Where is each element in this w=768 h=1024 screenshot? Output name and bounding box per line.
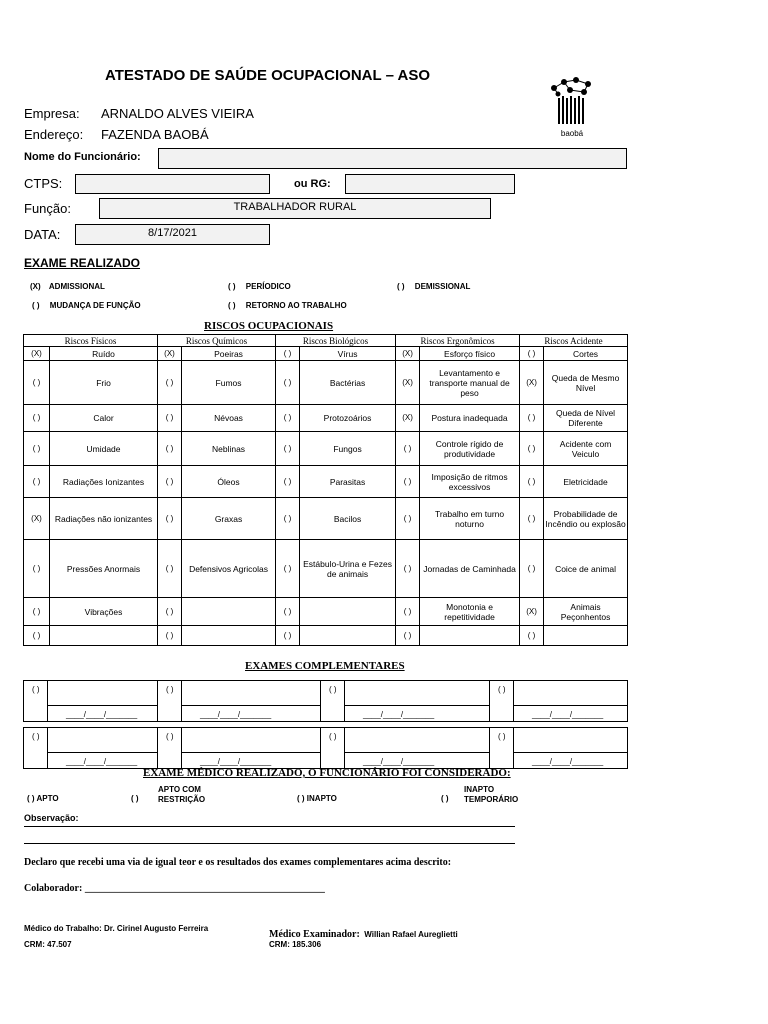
exame-heading: EXAME REALIZADO: [24, 256, 141, 270]
checkbox-mark: ( ): [228, 301, 236, 310]
option-label: INAPTO: [306, 794, 337, 803]
risk-label: Vírus: [300, 347, 396, 361]
risk-label: [50, 626, 158, 646]
exam-checkbox[interactable]: ( ): [24, 681, 48, 722]
risk-label: Probabilidade de Incêndio ou explosão: [544, 498, 628, 540]
risk-label: Postura inadequada: [420, 405, 520, 432]
risk-checkbox[interactable]: (X): [158, 347, 182, 361]
risk-label: [182, 598, 276, 626]
resultado-option-inapto[interactable]: [297, 794, 337, 803]
risk-row: [24, 466, 628, 498]
data-label: DATA:: [24, 227, 61, 242]
baoba-logo: [544, 76, 600, 136]
exam-checkbox[interactable]: ( ): [24, 728, 48, 769]
complementares-row: [24, 681, 628, 722]
exame-option-retorno[interactable]: [228, 301, 347, 310]
risk-checkbox[interactable]: ( ): [520, 432, 544, 466]
riscos-header-row: [24, 335, 628, 347]
rg-label: ou RG:: [294, 178, 331, 190]
resultado-heading: EXAME MÉDICO REALIZADO, O FUNCIONÁRIO FOI CONSIDERADO:: [143, 767, 511, 779]
risk-label: [544, 626, 628, 646]
column-header: Riscos Ergonômicos: [396, 335, 520, 347]
option-label: APTO: [36, 794, 59, 803]
logo-text: baobá: [560, 129, 584, 138]
exame-option-periodico[interactable]: [228, 282, 291, 291]
risk-checkbox[interactable]: ( ): [520, 540, 544, 598]
risk-row: [24, 361, 628, 405]
exam-cell[interactable]: [48, 681, 158, 722]
ctps-field[interactable]: [75, 174, 270, 194]
checkbox-mark: ( ): [228, 282, 236, 291]
cell-divider: [48, 705, 157, 706]
risk-label: Poeiras: [182, 347, 276, 361]
risk-checkbox[interactable]: ( ): [158, 498, 182, 540]
risk-checkbox[interactable]: ( ): [276, 432, 300, 466]
risk-checkbox[interactable]: ( ): [396, 626, 420, 646]
risk-checkbox[interactable]: ( ): [276, 540, 300, 598]
exam-checkbox[interactable]: ( ): [321, 681, 345, 722]
medico-examinador-crm: CRM: 185.306: [269, 940, 322, 949]
risk-label: Coice de animal: [544, 540, 628, 598]
risk-label: Animais Peçonhentos: [544, 598, 628, 626]
risk-label: Queda de Nível Diferente: [544, 405, 628, 432]
exame-option-demissional[interactable]: [397, 282, 470, 291]
resultado-option-apto[interactable]: [27, 794, 59, 803]
risk-checkbox[interactable]: ( ): [24, 361, 50, 405]
exam-checkbox[interactable]: ( ): [490, 681, 514, 722]
cell-divider: [182, 752, 320, 753]
risk-checkbox[interactable]: ( ): [276, 466, 300, 498]
risk-checkbox[interactable]: ( ): [158, 405, 182, 432]
exam-cell[interactable]: [182, 681, 321, 722]
exam-date-blank: ____/____/_______: [200, 710, 272, 719]
risk-checkbox[interactable]: ( ): [520, 347, 544, 361]
exam-date-blank: ____/____/_______: [363, 757, 435, 766]
risk-label: Radiações não ionizantes: [50, 498, 158, 540]
risk-label: Frio: [50, 361, 158, 405]
risk-checkbox[interactable]: (X): [520, 598, 544, 626]
complementares-table-2: [23, 727, 628, 769]
option-label: ADMISSIONAL: [48, 282, 105, 291]
risk-row: [24, 626, 628, 646]
risk-label: [300, 626, 396, 646]
risk-label: Parasitas: [300, 466, 396, 498]
exam-date-blank: ____/____/_______: [363, 710, 435, 719]
riscos-table: [23, 334, 628, 646]
risk-label: Pressões Anormais: [50, 540, 158, 598]
observacao-line[interactable]: [24, 826, 515, 827]
risk-label: Acidente com Veiculo: [544, 432, 628, 466]
empresa-value: ARNALDO ALVES VIEIRA: [101, 106, 254, 121]
medico-trabalho-crm: CRM: 47.507: [24, 940, 72, 949]
risk-checkbox[interactable]: ( ): [158, 540, 182, 598]
risk-row: [24, 432, 628, 466]
funcao-label: Função:: [24, 201, 71, 216]
cell-divider: [345, 752, 489, 753]
risk-label: Queda de Mesmo Nível: [544, 361, 628, 405]
risk-label: [300, 598, 396, 626]
nome-label: Nome do Funcionário:: [24, 151, 141, 163]
risk-label: Neblinas: [182, 432, 276, 466]
risk-checkbox[interactable]: ( ): [24, 626, 50, 646]
risk-checkbox[interactable]: (X): [24, 498, 50, 540]
option-label-inapto-temporario: INAPTO TEMPORÁRIO: [464, 785, 519, 804]
exam-checkbox[interactable]: ( ): [321, 728, 345, 769]
risk-label: Calor: [50, 405, 158, 432]
colaborador-signature[interactable]: Colaborador: ________________________________________________: [24, 883, 325, 894]
exam-date-blank: ____/____/_______: [66, 710, 138, 719]
exame-option-admissional[interactable]: [30, 282, 105, 291]
risk-label: Umidade: [50, 432, 158, 466]
checkbox-mark: (X): [30, 282, 41, 291]
risk-checkbox[interactable]: ( ): [24, 405, 50, 432]
risk-checkbox[interactable]: ( ): [396, 466, 420, 498]
exam-checkbox[interactable]: ( ): [158, 681, 182, 722]
risk-checkbox[interactable]: (X): [520, 361, 544, 405]
risk-label: [182, 626, 276, 646]
risk-label: Levantamento e transporte manual de peso: [420, 361, 520, 405]
risk-row: [24, 347, 628, 361]
risk-label: Controle rígido de produtividade: [420, 432, 520, 466]
exame-option-mudanca[interactable]: [32, 301, 141, 310]
nome-field[interactable]: [158, 148, 627, 169]
page-title: ATESTADO DE SAÚDE OCUPACIONAL – ASO: [105, 67, 431, 84]
risk-label: Ruído: [50, 347, 158, 361]
checkbox-mark: ( ): [397, 282, 405, 291]
cell-divider: [514, 705, 627, 706]
risk-label: Trabalho em turno noturno: [420, 498, 520, 540]
risk-label: Bactérias: [300, 361, 396, 405]
empresa-label: Empresa:: [24, 106, 80, 121]
cell-divider: [345, 705, 489, 706]
risk-checkbox[interactable]: ( ): [24, 598, 50, 626]
risk-label: Monotonia e repetitividade: [420, 598, 520, 626]
checkbox-mark-inapto-temporario[interactable]: ( ): [441, 794, 449, 803]
risk-checkbox[interactable]: ( ): [520, 498, 544, 540]
exam-cell[interactable]: [345, 728, 490, 769]
risk-checkbox[interactable]: (X): [396, 405, 420, 432]
option-label: MUDANÇA DE FUNÇÃO: [49, 301, 141, 310]
risk-checkbox[interactable]: ( ): [158, 466, 182, 498]
complementares-heading: EXAMES COMPLEMENTARES: [245, 660, 405, 672]
risk-label: Esforço físico: [420, 347, 520, 361]
declaracao-text: Declaro que recebi uma via de igual teor e os resultados dos exames complementares acima descrito:: [24, 857, 452, 868]
risk-checkbox[interactable]: ( ): [520, 466, 544, 498]
risk-checkbox[interactable]: ( ): [396, 598, 420, 626]
ctps-label: CTPS:: [24, 176, 63, 191]
risk-checkbox[interactable]: ( ): [158, 361, 182, 405]
risk-label: Óleos: [182, 466, 276, 498]
risk-checkbox[interactable]: ( ): [24, 432, 50, 466]
observacao-line[interactable]: [24, 843, 515, 844]
exam-date-blank: ____/____/_______: [200, 757, 272, 766]
exam-checkbox[interactable]: ( ): [490, 728, 514, 769]
option-label: RETORNO AO TRABALHO: [245, 301, 347, 310]
risk-label: Radiações Ionizantes: [50, 466, 158, 498]
risk-checkbox[interactable]: ( ): [276, 347, 300, 361]
exam-cell[interactable]: [48, 728, 158, 769]
risk-row: [24, 598, 628, 626]
risk-checkbox[interactable]: ( ): [158, 432, 182, 466]
risk-label: [420, 626, 520, 646]
risk-label: Névoas: [182, 405, 276, 432]
risk-checkbox[interactable]: ( ): [520, 626, 544, 646]
exam-cell[interactable]: [345, 681, 490, 722]
exam-cell[interactable]: [514, 681, 628, 722]
risk-label: Eletricidade: [544, 466, 628, 498]
rg-field[interactable]: [345, 174, 515, 194]
tree-logo-icon: [544, 76, 600, 126]
riscos-heading: RISCOS OCUPACIONAIS: [204, 320, 334, 332]
risk-label: Protozoários: [300, 405, 396, 432]
risk-row: [24, 540, 628, 598]
risk-label: Jornadas de Caminhada: [420, 540, 520, 598]
risk-checkbox[interactable]: ( ): [276, 498, 300, 540]
checkbox-mark: ( ): [27, 794, 35, 803]
medico-examinador-label: Médico Examinador:: [269, 929, 360, 940]
medico-examinador-name: Willian Rafael Aureglietti: [364, 930, 458, 939]
risk-label: Vibrações: [50, 598, 158, 626]
cell-divider: [514, 752, 627, 753]
option-label-apto-restricao: APTO COM RESTRIÇÃO: [158, 785, 206, 804]
endereco-label: Endereço:: [24, 127, 84, 142]
risk-label: Graxas: [182, 498, 276, 540]
data-field[interactable]: 8/17/2021: [75, 224, 270, 245]
risk-checkbox[interactable]: ( ): [276, 598, 300, 626]
exam-cell[interactable]: [514, 728, 628, 769]
risk-checkbox[interactable]: ( ): [158, 626, 182, 646]
risk-checkbox[interactable]: ( ): [396, 432, 420, 466]
risk-checkbox[interactable]: ( ): [276, 405, 300, 432]
risk-label: Cortes: [544, 347, 628, 361]
risk-label: Estábulo-Urina e Fezes de animais: [300, 540, 396, 598]
risk-checkbox[interactable]: ( ): [520, 405, 544, 432]
observacao-label: Observação:: [24, 813, 79, 823]
checkbox-mark: ( ): [32, 301, 40, 310]
option-label: DEMISSIONAL: [414, 282, 471, 291]
option-label: PERÍODICO: [245, 282, 291, 291]
exam-date-blank: ____/____/_______: [532, 757, 604, 766]
column-header: Riscos Físicos: [24, 335, 158, 347]
checkbox-mark: ( ): [297, 794, 305, 803]
risk-checkbox[interactable]: (X): [24, 347, 50, 361]
risk-checkbox[interactable]: ( ): [158, 598, 182, 626]
exam-checkbox[interactable]: ( ): [158, 728, 182, 769]
risk-row: [24, 498, 628, 540]
risk-label: Bacilos: [300, 498, 396, 540]
exam-date-blank: ____/____/_______: [66, 757, 138, 766]
column-header: Riscos Acidente: [520, 335, 628, 347]
column-header: Riscos Biológicos: [276, 335, 396, 347]
checkbox-mark-apto-restricao[interactable]: ( ): [131, 794, 139, 803]
risk-row: [24, 405, 628, 432]
risk-label: Defensivos Agricolas: [182, 540, 276, 598]
complementares-row: [24, 728, 628, 769]
column-header: Riscos Químicos: [158, 335, 276, 347]
exam-cell[interactable]: [182, 728, 321, 769]
endereco-value: FAZENDA BAOBÁ: [101, 127, 209, 142]
risk-checkbox[interactable]: ( ): [276, 361, 300, 405]
risk-checkbox[interactable]: ( ): [396, 540, 420, 598]
risk-label: Imposição de ritmos excessivos: [420, 466, 520, 498]
risk-checkbox[interactable]: (X): [396, 361, 420, 405]
risk-label: Fungos: [300, 432, 396, 466]
risk-label: Fumos: [182, 361, 276, 405]
cell-divider: [182, 705, 320, 706]
funcao-field[interactable]: TRABALHADOR RURAL: [99, 198, 491, 219]
complementares-table-1: [23, 680, 628, 722]
risk-checkbox[interactable]: ( ): [24, 466, 50, 498]
risk-checkbox[interactable]: ( ): [276, 626, 300, 646]
risk-checkbox[interactable]: (X): [396, 347, 420, 361]
exam-date-blank: ____/____/_______: [532, 710, 604, 719]
risk-checkbox[interactable]: ( ): [24, 540, 50, 598]
risk-checkbox[interactable]: ( ): [396, 498, 420, 540]
medico-trabalho-label: Médico do Trabalho: Dr. Cirinel Augusto Ferreira: [24, 924, 209, 933]
cell-divider: [48, 752, 157, 753]
